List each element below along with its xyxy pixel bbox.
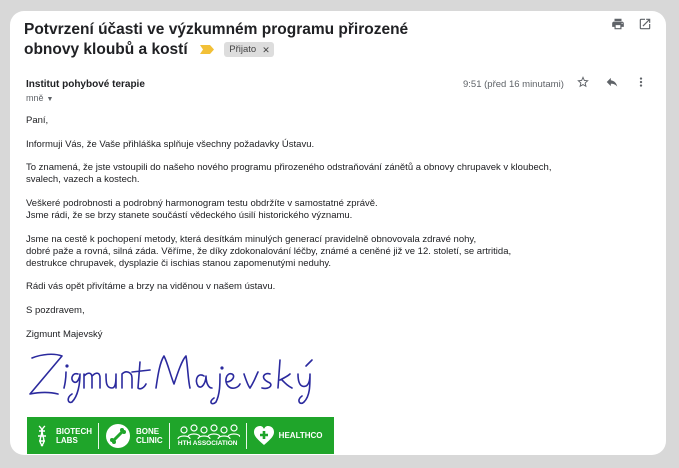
email-time: 9:51 (před 16 minutami): [463, 79, 564, 90]
body-paragraph: To znamená, že jste vstoupili do našeho nového programu přirozeného odstraňování zánětů a obnovy chrupavek v kloubech, svalech, vazech a kostech.: [26, 162, 552, 186]
body-paragraph: Veškeré podrobnosti a podrobný harmonogram testu obdržíte v samostatné zprávě. Jsme rádi, že se brzy stanete součástí vědeckého úsilí historického významu.: [26, 197, 378, 221]
email-subject: [24, 20, 464, 60]
body-paragraph: Informuji Vás, že Vaše přihláška splňuje všechny požadavky Ústavu.: [26, 138, 315, 150]
top-actions: [611, 17, 652, 31]
handwritten-signature: [18, 344, 338, 406]
subject-text: Potvrzení účasti ve výzkumném programu přirozené obnovy kloubů a kostí: [24, 21, 409, 59]
recipient[interactable]: [26, 93, 53, 103]
email-body: [26, 115, 626, 352]
chevron-down-icon[interactable]: ▼: [46, 96, 54, 103]
body-paragraph: Paní,: [26, 115, 49, 126]
logo-healthco: [253, 417, 323, 454]
heart-cross-icon: [253, 425, 275, 447]
body-paragraph: Zigmunt Majevský: [26, 328, 103, 340]
logo-line2: LABS: [56, 435, 78, 445]
people-group-icon: [176, 423, 240, 439]
logo-line1: BONE: [136, 426, 160, 436]
recipient-text: mně: [26, 93, 44, 103]
body-paragraph: Rádi vás opět přivítáme a brzy na viděnou v našem ústavu.: [26, 281, 276, 293]
logo-biotech-labs: [33, 417, 92, 454]
dna-leaf-icon: [33, 424, 51, 448]
logo-line1: HTH ASSOCIATION: [177, 440, 238, 447]
label-chip-text: Přijato: [229, 43, 257, 55]
sender-name[interactable]: Institut pohybové terapie: [26, 79, 145, 90]
body-paragraph: Jsme na cestě k pochopení metody, která desítkám minulých generací pravidelně obnovovala zdravé nohy, dobré paže a rovná, silná záda. Věříme, že díky zdokonalování léčby, známé a ceněné již ve 12. století, se artritida, destrukce chrupavek, dysplazie či ischias stanou zapomenutými neduhy.: [26, 233, 512, 269]
message-actions: [576, 75, 648, 89]
logo-line1: HEALTHCO: [278, 431, 323, 440]
divider: [246, 423, 247, 449]
print-icon[interactable]: [611, 17, 625, 31]
close-icon[interactable]: ✕: [262, 44, 270, 55]
email-card: [10, 11, 666, 455]
reply-icon[interactable]: [605, 75, 619, 89]
label-chip-inbox[interactable]: [224, 42, 273, 57]
label-group: [200, 40, 274, 60]
divider: [98, 423, 99, 449]
importance-marker-icon[interactable]: [200, 45, 214, 54]
more-vert-icon[interactable]: [634, 75, 648, 89]
logo-bone-clinic: [105, 417, 163, 454]
logo-line2: CLINIC: [136, 435, 163, 445]
open-new-window-icon[interactable]: [638, 17, 652, 31]
partner-logos-banner: [27, 417, 334, 454]
divider: [169, 423, 170, 449]
bone-icon: [105, 423, 131, 449]
logo-line1: BIOTECH: [56, 426, 92, 436]
star-icon[interactable]: [576, 75, 590, 89]
logo-hth-association: [176, 417, 240, 454]
body-paragraph: S pozdravem,: [26, 304, 85, 316]
